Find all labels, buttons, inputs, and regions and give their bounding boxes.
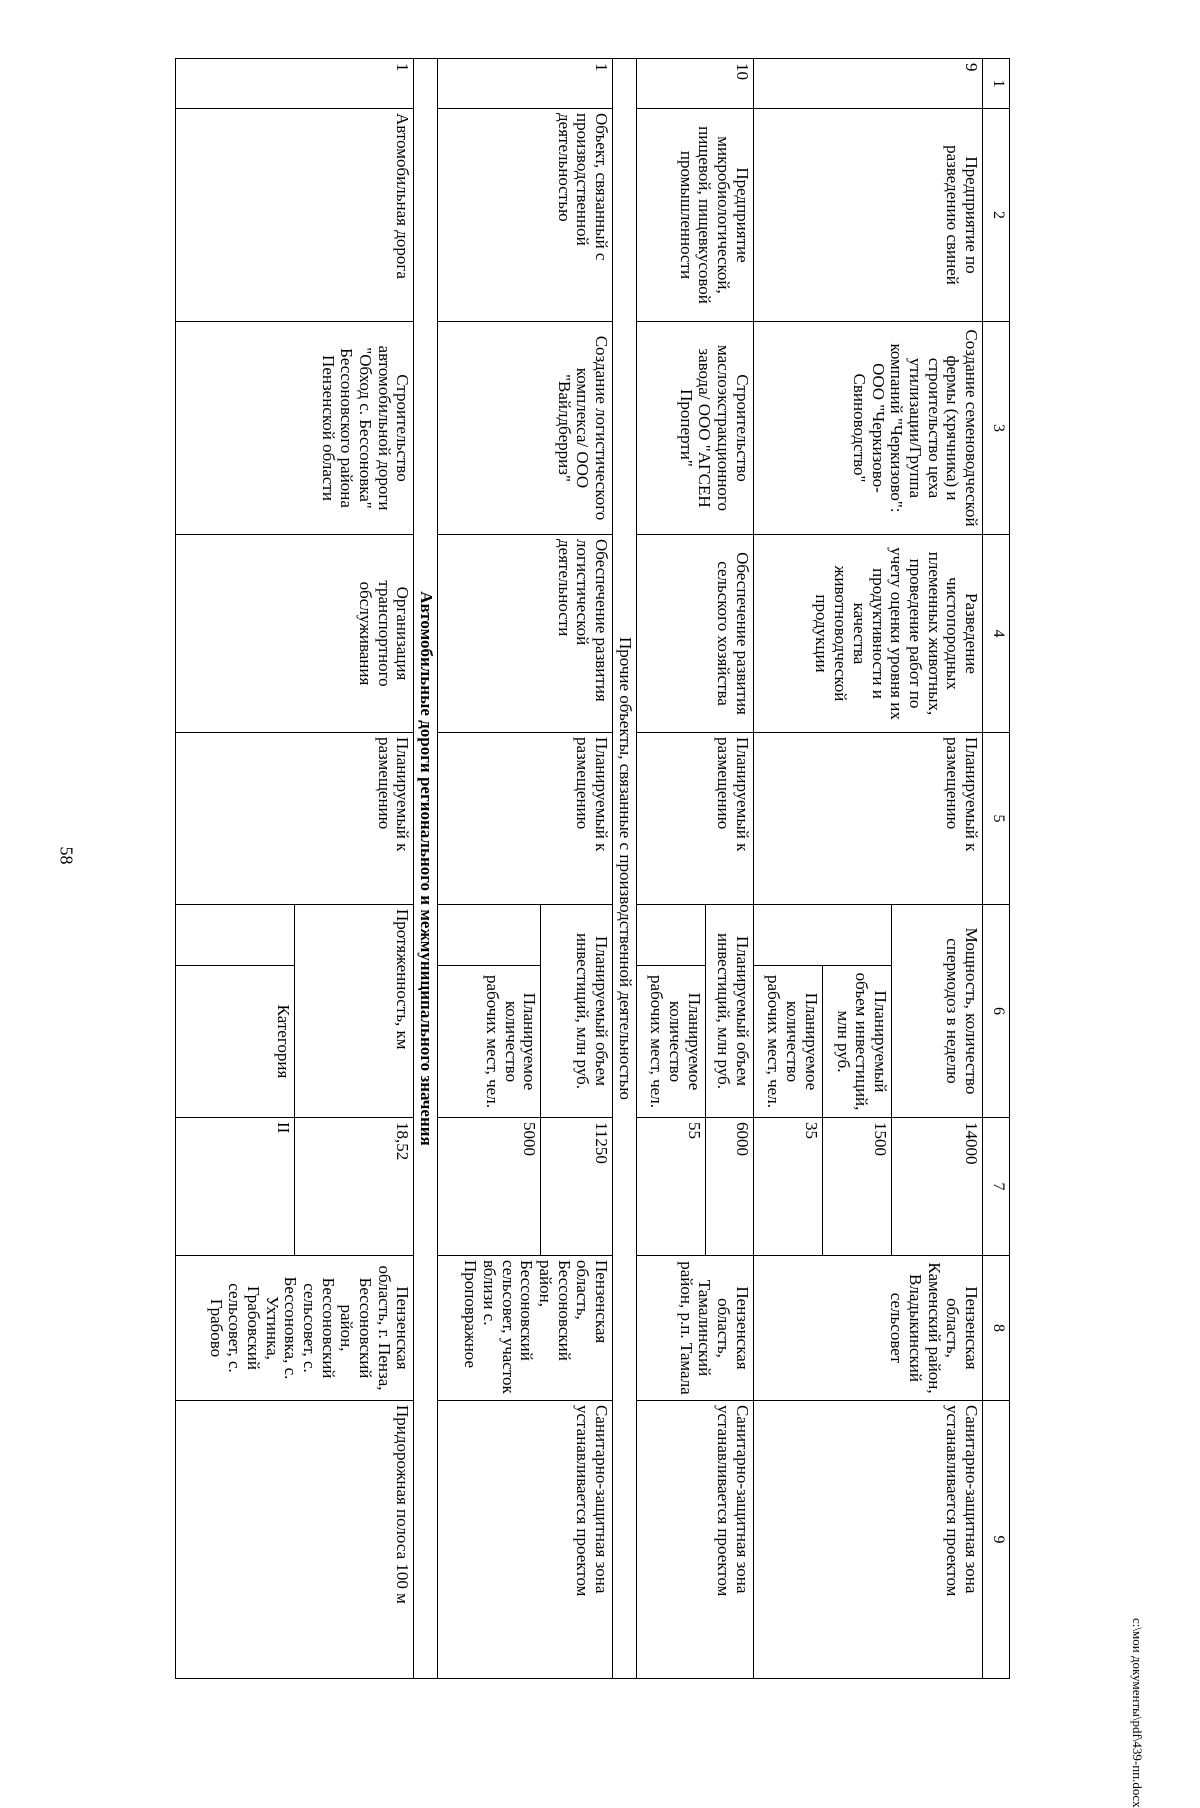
header-col-9: 9 xyxy=(983,1401,1010,1679)
param-name: Планируемый объем инвестиций, млн руб. xyxy=(705,905,753,1118)
object-type: Автомобильная дорога xyxy=(176,109,414,322)
object-status: Планируемый к размещению xyxy=(753,733,982,905)
section-title-text: Автомобильные дороги регионального и межмуниципального значения xyxy=(417,591,437,1146)
header-col-2: 2 xyxy=(983,109,1010,322)
object-type: Предприятие по разведению свиней xyxy=(753,109,982,322)
page-number: 58 xyxy=(56,846,77,865)
object-purpose: Разведение чистопородных племенных животных, проведение работ по учету оценки уровня их продуктивности и качества животноводческой продукции xyxy=(753,535,982,733)
object-location: Пензенская область, г. Пенза, Бессоновский район, Бессоновский сельсовет, с. Бессоновка, с. Ухтинка, Грабовский сельсовет, с. Грабово xyxy=(176,1256,414,1401)
param-value: 14000 xyxy=(892,1118,983,1256)
table-row xyxy=(295,59,414,1679)
header-col-3: 3 xyxy=(983,322,1010,535)
row-number: 9 xyxy=(753,59,982,109)
section-row xyxy=(612,59,636,1679)
object-zone: Санитарно-защитная зона устанавливается проектом xyxy=(438,1401,613,1679)
param-value: 35 xyxy=(753,1118,822,1256)
header-col-1: 1 xyxy=(983,59,1010,109)
header-col-5: 5 xyxy=(983,733,1010,905)
footer-file-path: c:\мои документы\pdf\439-пп.docx xyxy=(1130,1618,1145,1808)
rotated-table-page xyxy=(175,58,1010,1678)
object-name: Строительство маслоэкстракционного завода/ ООО "АГСЕН Проперти" xyxy=(636,322,753,535)
header-row xyxy=(983,59,1010,1679)
param-name: Мощность, количество спермодоз в неделю xyxy=(892,905,983,1118)
object-status: Планируемый к размещению xyxy=(438,733,613,905)
object-name: Создание логистического комплекса/ ООО "Вайлдберриз" xyxy=(438,322,613,535)
object-zone: Санитарно-защитная зона устанавливается проектом xyxy=(636,1401,753,1679)
header-col-4: 4 xyxy=(983,535,1010,733)
table-row xyxy=(541,59,613,1679)
section-row xyxy=(414,59,438,1679)
header-col-6: 6 xyxy=(983,905,1010,1118)
object-zone: Санитарно-защитная зона устанавливается проектом xyxy=(753,1401,982,1679)
object-name: Строительство автомобильной дороги "Обход с. Бессоновка" Бессоновского района Пензенской области xyxy=(176,322,414,535)
header-col-7: 7 xyxy=(983,1118,1010,1256)
row-number: 10 xyxy=(636,59,753,109)
param-name: Планируемый объем инвестиций, млн руб. xyxy=(541,905,613,1118)
spacer-cell xyxy=(176,905,295,966)
object-purpose: Обеспечение развития логистической деятельности xyxy=(438,535,613,733)
param-name: Планируемое количество рабочих мест, чел. xyxy=(753,966,822,1118)
object-location: Пензенская область, Тамалинский район, р.п. Тамала xyxy=(636,1256,753,1401)
param-name: Протяженность, км xyxy=(295,905,414,1118)
param-name: Планируемый объем инвестиций, млн руб. xyxy=(822,966,891,1118)
object-status: Планируемый к размещению xyxy=(176,733,414,905)
table-row xyxy=(892,59,983,1679)
object-location: Пензенская область, Бессоновский район, Бессоновский сельсовет, участок вблизи с. Проповражное xyxy=(438,1256,613,1401)
table-row xyxy=(705,59,753,1679)
param-value: 6000 xyxy=(705,1118,753,1256)
param-value: 18,52 xyxy=(295,1118,414,1256)
param-value: II xyxy=(176,1118,295,1256)
param-name: Категория xyxy=(176,966,295,1118)
row-number: 1 xyxy=(176,59,414,109)
param-name: Планируемое количество рабочих мест, чел. xyxy=(438,966,541,1118)
param-value: 11250 xyxy=(541,1118,613,1256)
row-number: 1 xyxy=(438,59,613,109)
section-title xyxy=(414,59,438,1679)
object-purpose: Организация транспортного обслуживания xyxy=(176,535,414,733)
param-value: 55 xyxy=(636,1118,705,1256)
object-type: Предприятие микробиологической, пищевой, пищевкусовой промышленности xyxy=(636,109,753,322)
header-col-8: 8 xyxy=(983,1256,1010,1401)
planned-objects-table xyxy=(175,58,1010,1679)
param-value: 1500 xyxy=(822,1118,891,1256)
param-name: Планируемое количество рабочих мест, чел. xyxy=(636,966,705,1118)
spacer-cell xyxy=(636,905,705,966)
object-type: Объект, связанный с производственной деятельностью xyxy=(438,109,613,322)
object-name: Создание семеноводческой фермы (хрячника) и строительство цеха утилизации/Группа компаний "Черкизово": ООО "Черкизово-Свиноводство" xyxy=(753,322,982,535)
section-title: Прочие объекты, связанные с производственной деятельностью xyxy=(612,59,636,1679)
spacer-cell xyxy=(438,905,541,966)
object-purpose: Обеспечение развития сельского хозяйства xyxy=(636,535,753,733)
object-status: Планируемый к размещению xyxy=(636,733,753,905)
object-location: Пензенская область, Каменский район, Владыкинский сельсовет xyxy=(753,1256,982,1401)
param-value: 5000 xyxy=(438,1118,541,1256)
spacer-cell xyxy=(753,905,891,966)
object-zone: Придорожная полоса 100 м xyxy=(176,1401,414,1679)
